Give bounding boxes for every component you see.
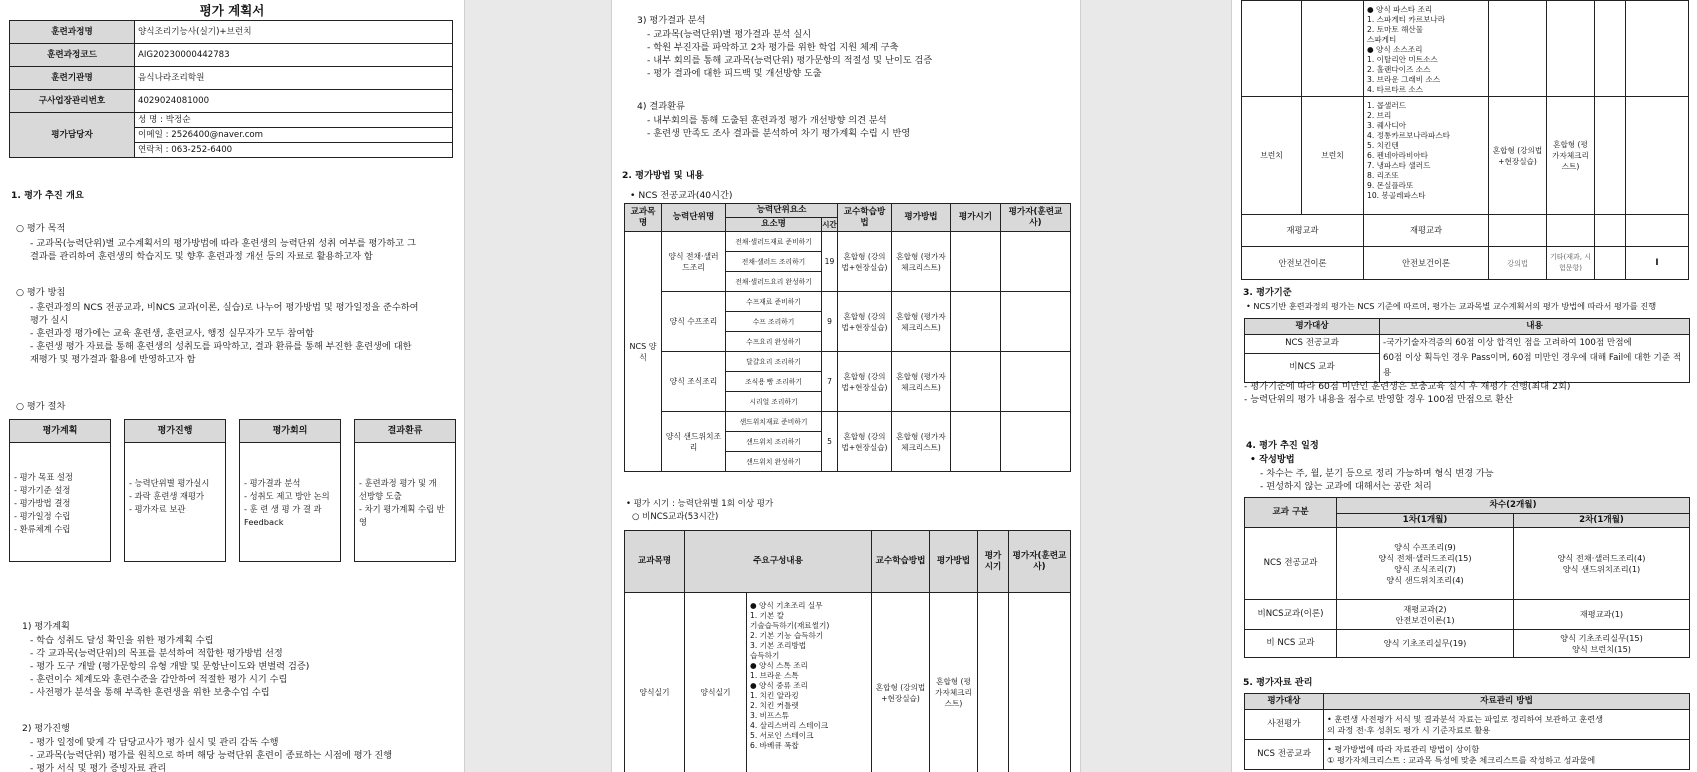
info-row [10, 90, 453, 113]
schedule-entry: 안전보건이론(1) [1395, 614, 1455, 625]
procedure-item: - 평가일정 수립 [14, 511, 71, 521]
retest-subject: 재평교과 [1242, 215, 1364, 247]
brunch-sub: 브런치 [1302, 97, 1364, 215]
schedule-r2 [1514, 630, 1690, 658]
ncs-hours: 7 [822, 352, 838, 412]
non-ncs-item: ● 양식 기초조리 실무 [750, 601, 823, 610]
col-element-name: 요소명 [726, 218, 822, 232]
result-list [647, 28, 932, 80]
continued-item: ● 양식 소스조리 [1367, 45, 1423, 54]
plan-line: - 각 교과목(능력단위)의 목표를 분석하여 적합한 평가방법 선정 [30, 648, 283, 659]
mgmt-line: • 평가방법에 따라 자료관리 방법이 상이함 [1327, 743, 1480, 754]
policy-line: - 훈련생 평가 자료를 통해 훈련생의 성취도를 파악하고, 결과 환류를 통해 부진한 훈련생에 대한 [30, 341, 412, 352]
continued-item: 2. 토마토 해산물 [1367, 25, 1424, 34]
ncs-element: 시리얼 조리하기 [726, 392, 822, 412]
ncs-element: 전채·샐러드 조리하기 [726, 252, 822, 272]
ncs-teach: 혼합형 (강의법+현장실습) [838, 232, 892, 292]
non-ncs-item: 6. 바베큐 폭찹 [750, 741, 799, 750]
non-ncs-table [624, 530, 1071, 772]
schedule-kind: 비 NCS 교과 [1245, 630, 1337, 658]
page-title: 평가 계획서 [199, 3, 265, 18]
safety-eval: 기타(재과, 시험문항) [1547, 247, 1595, 280]
procedure-boxes [9, 419, 453, 562]
col-subject: 교과목명 [625, 204, 662, 232]
schedule-method: • 작성방법 [1250, 454, 1295, 465]
procedure-box-title: 평가계획 [10, 420, 110, 443]
non-ncs-item: 3. 비프스튜 [750, 711, 790, 720]
procedure-item: 영 [359, 517, 368, 527]
brunch-item: 3. 퀘사디아 [1367, 121, 1407, 130]
col-evaluator: 평가자(훈련교사) [1009, 531, 1071, 593]
continued-item: 1. 이탈리안 미트소스 [1367, 55, 1438, 64]
brunch-content [1364, 97, 1489, 215]
info-row [10, 67, 453, 90]
document-page-1 [0, 0, 464, 772]
schedule-entry: 양식 샌드위치조리(4) [1386, 574, 1464, 585]
non-ncs-table-continued [1241, 0, 1689, 280]
mgmt-line: ① 평가자체크리스트 : 교과목 특성에 맞춘 체크리스트를 작성하고 성과물에 [1327, 754, 1596, 765]
ncs-element: 샌드위치 조리하기 [726, 432, 822, 452]
procedure-item: - 평가결과 분석 [244, 478, 301, 488]
progress-line: - 교과목(능력단위) 평가를 원칙으로 하며 해당 능력단위 훈련이 종료하는 시점에 평가 진행 [30, 750, 393, 761]
criteria-note: • NCS기반 훈련과정의 평가는 NCS 기준에 따르며, 평가는 교과목별 교수계획서의 평가 방법에 따라서 평가를 진행 [1246, 301, 1657, 311]
ncs-evaluator [1001, 412, 1071, 472]
mgmt-line: • 훈련생 사전평가 서식 및 결과분석 자료는 파일로 정리하여 보관하고 훈련생 [1327, 713, 1604, 724]
feedback-line: - 훈련생 만족도 조사 결과를 분석하여 차기 평가계획 수립 시 반영 [647, 128, 911, 139]
col-evaluator: 평가자(훈련교사) [1001, 204, 1071, 232]
info-label: 훈련과정명 [10, 21, 135, 44]
ncs-evaluator [1001, 292, 1071, 352]
ncs-element: 수프 조리하기 [726, 312, 822, 332]
ncs-unit-name: 양식 샌드위치조리 [662, 412, 726, 472]
ncs-note: • NCS 전공교과(40시간) [630, 190, 733, 201]
plan-line: - 사전평가 분석을 통해 부족한 훈련생을 위한 보충수업 수립 [30, 687, 270, 698]
plan-heading: 1) 평가계획 [22, 621, 70, 632]
ncs-time [951, 292, 1001, 352]
ncs-evaluator [1001, 352, 1071, 412]
schedule-entry: 양식 브런치(15) [1572, 643, 1631, 654]
procedure-box-items [125, 443, 225, 520]
criteria-target: NCS 전공교과 [1245, 335, 1380, 354]
purpose-heading: ○ 평가 목적 [16, 223, 66, 234]
ncs-element: 수프재료 준비하기 [726, 292, 822, 312]
schedule-line: - 편성하지 않는 교과에 대해서는 공란 처리 [1260, 481, 1432, 492]
info-row [10, 44, 453, 67]
document-page-3 [1232, 0, 1697, 772]
criteria-table [1244, 318, 1690, 383]
col-content: 주요구성내용 [685, 531, 872, 593]
criteria-line: - 평가기준에 따라 60점 미만인 훈련생은 보충교육 실시 후 재평가 진행(최대 2회) [1244, 381, 1571, 392]
continued-item: 1. 스파게티 카르보나라 [1367, 15, 1446, 24]
procedure-item: 선방향 도출 [359, 491, 402, 501]
procedure-box-items [240, 443, 340, 533]
schedule-r2 [1514, 528, 1690, 600]
info-row [10, 21, 453, 44]
procedure-item: - 과락 훈련생 재평가 [129, 491, 205, 501]
ncs-teach: 혼합형 (강의법+현장실습) [838, 292, 892, 352]
course-info-table [9, 20, 453, 158]
continued-item: 3. 브라운 그래비 소스 [1367, 75, 1441, 84]
procedure-item: Feedback [244, 517, 284, 527]
ncs-evaluator [1001, 232, 1071, 292]
non-ncs-content [747, 593, 872, 772]
schedule-r1 [1337, 600, 1514, 630]
procedure-box-items [10, 443, 110, 540]
non-ncs-subject: 양식실기 [625, 593, 685, 772]
procedure-item: - 차기 평가계획 수립 반 [359, 504, 445, 514]
info-label: 훈련기관명 [10, 67, 135, 90]
data-management-table [1244, 693, 1690, 770]
procedure-item: - 평가 목표 설정 [14, 472, 73, 482]
schedule-kind: NCS 전공교과 [1245, 528, 1337, 600]
policy-line: - 훈련과정의 NCS 전공교과, 비NCS 교과(이론, 실습)로 나누어 평가방법 및 평가일정을 준수하여 [30, 302, 419, 313]
mgmt-target: NCS 전공교과 [1245, 740, 1324, 770]
result-line: - 교과목(능력단위)별 평가결과 분석 실시 [647, 29, 812, 40]
ncs-eval: 혼합형 (평가자체크리스트) [892, 412, 951, 472]
non-ncs-item: 기술습득하기(재료썰기) [750, 621, 830, 630]
non-ncs-item: 습득하기 [750, 651, 780, 660]
schedule-col-r2: 2차(1개월) [1514, 514, 1690, 528]
schedule-line: - 차수는 주, 월, 분기 등으로 정리 가능하며 형식 변경 가능 [1260, 468, 1494, 479]
feedback-heading: 4) 결과환류 [637, 101, 685, 112]
criteria-content: -국가기술자격증의 60점 이상 합격인 점을 고려하여 100점 만점에 [1383, 338, 1632, 348]
safety-sub: 안전보건이론 [1364, 247, 1489, 280]
feedback-line: - 내부회의를 통해 도출된 훈련과정 평가 개선방향 의견 분석 [647, 115, 887, 126]
col-teach-method: 교수학습방법 [872, 531, 930, 593]
col-eval-method: 평가방법 [892, 204, 951, 232]
brunch-item: 7. 냉파스타 샐러드 [1367, 161, 1431, 170]
plan-line: - 훈련이수 체계도와 훈련수준을 감안하여 적절한 평가 시기 수립 [30, 674, 288, 685]
continued-item: 스파게티 [1367, 35, 1397, 44]
schedule-entry: 양식 전채·샐러드조리(15) [1378, 552, 1472, 563]
continued-item: 4. 타르타르 소스 [1367, 85, 1424, 94]
schedule-row [1245, 528, 1690, 600]
document-page-2 [612, 0, 1080, 772]
ncs-time [951, 232, 1001, 292]
col-teach-method: 교수학습방법 [838, 204, 892, 232]
section-3-heading: 3. 평가기준 [1243, 287, 1292, 298]
schedule-col-round: 차수(2개월) [1337, 498, 1690, 514]
policy-line: 평가 실시 [30, 315, 69, 326]
col-eval-time: 평가시기 [951, 204, 1001, 232]
mgmt-col-target: 평가대상 [1245, 694, 1324, 710]
manager-phone: 연락처 : 063-252-6400 [138, 145, 233, 155]
ncs-row [625, 232, 1071, 252]
col-unit: 능력단위명 [662, 204, 726, 232]
schedule-notes [1260, 467, 1494, 493]
non-ncs-item: 1. 브라운 스톡 [750, 671, 799, 680]
info-label: 구사업장관리번호 [10, 90, 135, 113]
ncs-hours: 9 [822, 292, 838, 352]
brunch-item: 9. 몬실플라또 [1367, 181, 1414, 190]
schedule-entry: 양식 수프조리(9) [1394, 541, 1456, 552]
procedure-box-title: 평가진행 [125, 420, 225, 443]
mgmt-target: 사전평가 [1245, 710, 1324, 740]
feedback-list [647, 114, 910, 140]
schedule-table [1244, 497, 1690, 658]
mgmt-line: 의 과정 전·후 성취도 평가 시 기준자료로 활용 [1327, 724, 1491, 735]
progress-line: - 평가 서식 및 평가 증빙자료 관리 [30, 763, 167, 772]
brunch-item: 1. 콥샐러드 [1367, 101, 1407, 110]
ncs-hours: 19 [822, 232, 838, 292]
schedule-entry: 재평교과(2) [1403, 603, 1447, 614]
ncs-eval: 혼합형 (평가자체크리스트) [892, 232, 951, 292]
ncs-teach: 혼합형 (강의법+현장실습) [838, 352, 892, 412]
schedule-entry: 양식 기초조리실무(19) [1383, 638, 1467, 648]
purpose-line: 결과를 관리하여 훈련생의 학습지도 및 향후 훈련과정 개선 등의 자료로 활용하고자 함 [30, 251, 373, 262]
safety-teach: 강의법 [1489, 247, 1547, 280]
schedule-entry: 양식 조식조리(7) [1394, 563, 1456, 574]
col-subject: 교과목명 [625, 531, 685, 593]
ncs-row [625, 292, 1071, 312]
non-ncs-item: 5. 서로인 스테이크 [750, 731, 814, 740]
criteria-list [1244, 380, 1570, 406]
result-line: - 내부 회의를 통해 교과목(능력단위) 평가문항의 적절성 및 난이도 검증 [647, 55, 933, 66]
procedure-item: - 평가자료 보관 [129, 504, 186, 514]
schedule-entry: 양식 샌드위치조리(1) [1562, 563, 1641, 574]
ncs-element: 조식용 빵 조리하기 [726, 372, 822, 392]
procedure-box-title: 결과환류 [355, 420, 455, 443]
procedure-heading: ○ 평가 절차 [16, 401, 66, 412]
info-value: 4029024081000 [135, 90, 453, 113]
ncs-row [625, 352, 1071, 372]
non-ncs-item: 3. 기본 조리방법 [750, 641, 807, 650]
ncs-time [951, 412, 1001, 472]
schedule-col-r1: 1차(1개월) [1337, 514, 1514, 528]
ncs-element: 샌드위치재료 준비하기 [726, 412, 822, 432]
purpose-line: - 교과목(능력단위)별 교수계획서의 평가방법에 따라 훈련생의 능력단위 성취 여부를 평가하고 그 [30, 238, 416, 249]
schedule-entry: 양식 기초조리실무(15) [1560, 632, 1643, 643]
schedule-row [1245, 600, 1690, 630]
brunch-item: 8. 리조또 [1367, 171, 1399, 180]
section-4-heading: 4. 평가 추진 일정 [1246, 440, 1319, 451]
non-ncs-item: 1. 기본 칼 [750, 611, 785, 620]
criteria-col-content: 내용 [1380, 319, 1690, 335]
plan-list [30, 634, 309, 699]
policy-line: 재평가 및 평가결과 활용에 반영하고자 함 [30, 354, 196, 365]
brunch-item: 2. 브리 [1367, 111, 1392, 120]
procedure-box [9, 419, 111, 562]
ncs-eval: 혼합형 (평가자체크리스트) [892, 352, 951, 412]
continued-item: 2. 홀랜다이즈 소스 [1367, 65, 1431, 74]
non-ncs-item: 1. 치킨 알라킹 [750, 691, 799, 700]
ncs-element: 수프요리 완성하기 [726, 332, 822, 352]
non-ncs-teach: 혼합형 (강의법+현장실습) [872, 593, 930, 772]
policy-heading: ○ 평가 방침 [16, 287, 66, 298]
ncs-evaluation-table [624, 203, 1071, 472]
schedule-r1 [1337, 528, 1514, 600]
schedule-r1 [1337, 630, 1514, 658]
procedure-item: - 능력단위별 평가실시 [129, 478, 210, 488]
ncs-unit-name: 양식 전채·샐러드조리 [662, 232, 726, 292]
result-line: - 평가 결과에 대한 피드백 및 개선방향 도출 [647, 68, 822, 79]
criteria-line: - 능력단위의 평가 내용을 점수로 반영할 경우 100점 만점으로 환산 [1244, 394, 1514, 405]
plan-line: - 평가 도구 개발 (평가문항의 유형 개발 및 문항난이도와 변별력 검증) [30, 661, 310, 672]
ncs-teach: 혼합형 (강의법+현장실습) [838, 412, 892, 472]
brunch-item: 10. 봉골레파스타 [1367, 191, 1426, 200]
procedure-box-title: 평가회의 [240, 420, 340, 443]
schedule-row [1245, 630, 1690, 658]
manager-label: 평가담당자 [10, 113, 135, 158]
procedure-box [124, 419, 226, 562]
ncs-unit-name: 양식 조식조리 [662, 352, 726, 412]
procedure-item: - 평가방법 결정 [14, 498, 71, 508]
col-hours: 시간 [822, 218, 838, 232]
ncs-row [625, 412, 1071, 432]
info-value: 음식나라조리학원 [135, 67, 453, 90]
retest-sub: 재평교과 [1364, 215, 1489, 247]
info-label: 훈련과정코드 [10, 44, 135, 67]
brunch-item: 5. 치킨텐 [1367, 141, 1399, 150]
col-elements: 능력단위요소 [726, 204, 838, 218]
ncs-eval: 혼합형 (평가자체크리스트) [892, 292, 951, 352]
procedure-box [239, 419, 341, 562]
procedure-box-items [355, 443, 455, 533]
procedure-item: - 평가기준 설정 [14, 485, 71, 495]
eval-time-note: • 평가 시기 : 능력단위별 1회 이상 평가 [626, 499, 774, 509]
procedure-item: - 성취도 제고 방안 논의 [244, 491, 330, 501]
brunch-subject: 브런치 [1242, 97, 1302, 215]
plan-line: - 학습 성취도 달성 확인을 위한 평가계획 수립 [30, 635, 214, 646]
ncs-element: 전채·샐러드요리 완성하기 [726, 272, 822, 292]
progress-line: - 평가 일정에 맞게 각 담당교사가 평가 실시 및 관리 감독 수행 [30, 737, 279, 748]
non-ncs-item: 4. 살리스버리 스테이크 [750, 721, 829, 730]
manager-email: 이메일 : 2526400@naver.com [135, 128, 452, 143]
section-2-heading: 2. 평가방법 및 내용 [622, 170, 704, 181]
non-ncs-note: ○ 비NCS교과(53시간) [632, 512, 719, 522]
purpose-list [30, 237, 416, 263]
schedule-entry: 양식 전채·샐러드조리(4) [1557, 552, 1646, 563]
schedule-kind: 비NCS교과(이론) [1245, 600, 1337, 630]
brunch-item: 4. 정통카르보나라파스타 [1367, 131, 1451, 140]
safety-subject: 안전보건이론 [1242, 247, 1364, 280]
procedure-item: - 훈 련 생 평 가 결 과 [244, 504, 322, 514]
progress-heading: 2) 평가진행 [22, 723, 70, 734]
col-eval-time: 평가시기 [978, 531, 1009, 593]
criteria-content: 60점 이상 획득인 경우 Pass이며, 60점 미만인 경우에 대해 Fail에 대한 기준 적용 [1383, 353, 1682, 378]
manager-name: 성 명 : 박정순 [135, 113, 452, 128]
procedure-box [354, 419, 456, 562]
info-value: AIG20230000442783 [135, 44, 453, 67]
schedule-col-kind: 교과 구분 [1245, 498, 1337, 528]
non-ncs-item: 2. 기본 기능 습득하기 [750, 631, 824, 640]
section-1-heading: 1. 평가 추진 개요 [11, 190, 84, 201]
col-eval-method: 평가방법 [930, 531, 978, 593]
section-5-heading: 5. 평가자료 관리 [1243, 677, 1313, 688]
brunch-eval: 혼합형 (평가자체크리스트) [1547, 97, 1595, 215]
result-line: - 학원 부진자를 파악하고 2차 평가를 위한 학업 지원 체계 구축 [647, 42, 899, 53]
ncs-subject: NCS 양식 [625, 232, 662, 472]
ncs-time [951, 352, 1001, 412]
procedure-item: - 훈련과정 평가 및 개 [359, 478, 437, 488]
policy-line: - 훈련과정 평가에는 교육 훈련생, 훈련교사, 행정 실무자가 모두 참여함 [30, 328, 314, 339]
brunch-item: 6. 펜네아라비아타 [1367, 151, 1429, 160]
progress-list [30, 736, 392, 772]
continued-item: ● 양식 파스타 조리 [1367, 5, 1433, 14]
ncs-element: 샌드위치 완성하기 [726, 452, 822, 472]
ncs-element: 전채·샐러드재료 준비하기 [726, 232, 822, 252]
continued-content [1364, 1, 1489, 97]
safety-mark: I [1626, 247, 1689, 280]
non-ncs-item: ● 양식 스톡 조리 [750, 661, 808, 670]
ncs-element: 달걀요리 조리하기 [726, 352, 822, 372]
result-heading: 3) 평가결과 분석 [637, 15, 706, 26]
ncs-hours: 5 [822, 412, 838, 472]
non-ncs-item: ● 양식 중류 조리 [750, 681, 808, 690]
ncs-unit-name: 양식 수프조리 [662, 292, 726, 352]
schedule-entry: 재평교과(1) [1579, 609, 1624, 619]
procedure-item: - 환류체계 수립 [14, 524, 71, 534]
non-ncs-sub: 양식실기 [685, 593, 747, 772]
policy-list [30, 301, 418, 366]
criteria-target: 비NCS 교과 [1245, 353, 1380, 382]
non-ncs-item: 2. 치킨 커틀렛 [750, 701, 799, 710]
info-value: 양식조리기능사(실기)+브런치 [135, 21, 453, 44]
mgmt-col-method: 자료관리 방법 [1324, 694, 1690, 710]
schedule-r2 [1514, 600, 1690, 630]
non-ncs-eval: 혼합형 (평가자체크리스트) [930, 593, 978, 772]
criteria-col-target: 평가대상 [1245, 319, 1380, 335]
brunch-teach: 혼합형 (강의법+현장실습) [1489, 97, 1547, 215]
